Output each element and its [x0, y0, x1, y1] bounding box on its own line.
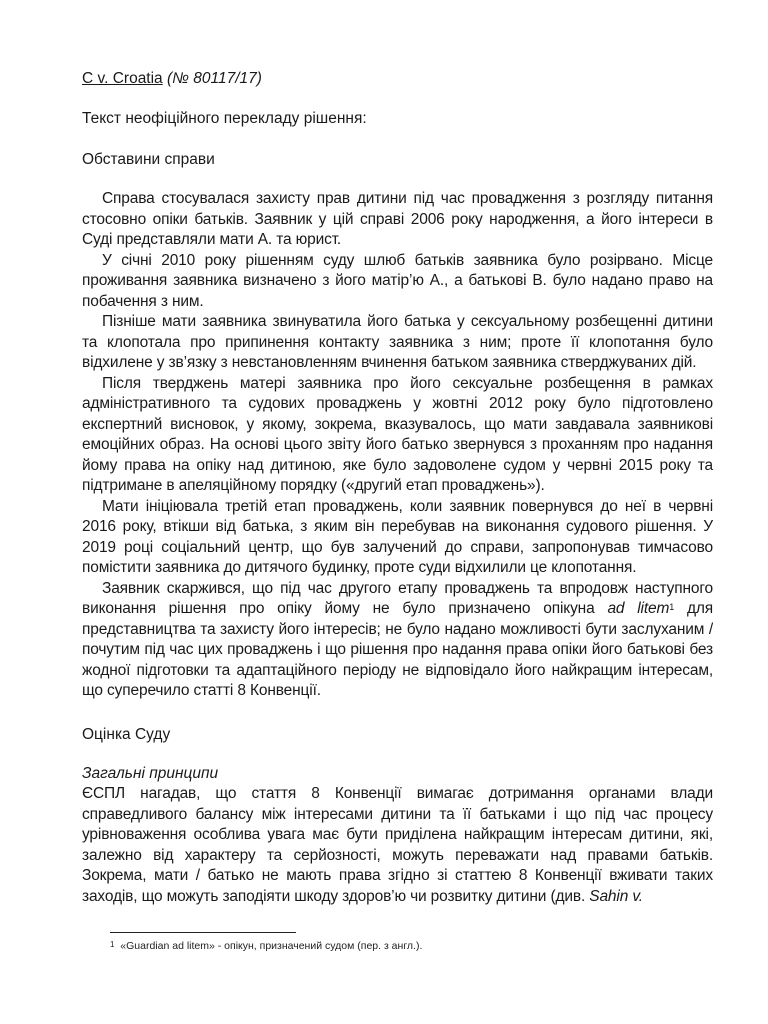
paragraph: Пізніше мати заявника звинуватила його батька у сексуальному розбещенні дитини та клопотала про припинення контакту заявника з ним; проте її клопотання було відхилене у зв’язку з невстановленням вчинення батьком заявника стверджуваних дій. [82, 313, 713, 371]
paragraph: Справа стосувалася захисту прав дитини під час провадження з розгляду питання стосовно опіки батьків. Заявник у цій справі 2006 року народження, а його інтереси в Суді представляли мати А. та юрист. [82, 190, 713, 248]
translation-heading: Текст неофіційного перекладу рішення: [82, 110, 367, 127]
paragraph: Заявник скаржився, що під час другого етапу проваджень та впродовж наступного виконання рішення про опіку йому не було призначено опікуна ad litem$^1$ для представництва та захисту його інтересів; не було надано можливості бути заслуханим / почутим під час цих проваджень і що рішення про надання права опіки його батькові без жодної підготовки та адаптаційного періоду не відповідало його найкращим інтересам, що суперечило статті 8 Конвенції. [82, 579, 713, 699]
case-number: (№ 80117/17) [167, 70, 262, 87]
footnote-ref: 1 [669, 602, 675, 612]
ad-litem-term: ad litem [607, 600, 670, 617]
case-name: C v. Croatia [82, 70, 163, 87]
case-reference: Sahin v. [589, 887, 643, 905]
document-page [82, 68, 713, 907]
circumstances-heading: Обставини справи [82, 151, 215, 168]
footnote-text: «Guardian ad litem» - опікун, призначений судом (пер. з англ.). [120, 940, 423, 952]
paragraph: У січні 2010 року рішенням суду шлюб батьків заявника було розірвано. Місце проживання заявника визначено з його матір’ю А., а батькові В. було надано право на побачення з ним. [82, 251, 713, 310]
footnote [110, 939, 422, 953]
assessment-heading: Оцінка Суду [82, 725, 171, 743]
general-principles-subheading: Загальні принципи [82, 764, 219, 782]
paragraph: Мати ініціювала третій етап проваджень, коли заявник повернувся до неї в червні 2016 року, втікши від батька, з яким він перебував на виконання судового рішення. У 2019 році соціальний центр, що був залучений до справи, запропонував тимчасово помістити заявника до дитячого будинку, проте суди відхилили це клопотання. [82, 497, 713, 576]
circumstances-body [82, 189, 713, 702]
paragraph: ЄСПЛ нагадав, що стаття 8 Конвенції вимагає дотримання органами влади справедливого балансу між інтересами дитини та її батьками і що під час процесу урівноваження особлива увага має бути приділена найкращим інтересам дитини, які, залежно від характеру та серйозності, можуть переважати над правами батьків. Зокрема, мати / батько не мають права згідно зі статтею 8 Конвенції вживати таких заходів, що можуть заподіяти шкоду здоров’ю чи розвитку дитини (див. Sahin v. [82, 785, 713, 905]
footnote-separator [110, 932, 296, 933]
footnote-number: 1 [110, 940, 115, 949]
case-title [82, 68, 713, 90]
paragraph: Після тверджень матері заявника про його сексуальне розбещення в рамках адміністративного та судових проваджень у жовтні 2012 року було підготовлено експертний висновок, у якому, зокрема, вказувалось, що мати завдавала заявникові емоційних образ. На основі цього звіту його батько звернувся з проханням про надання йому права на опіку над дитиною, яке було задоволене судом у червні 2015 року та підтримане в апеляційному порядку («другий етап проваджень»). [82, 374, 713, 494]
